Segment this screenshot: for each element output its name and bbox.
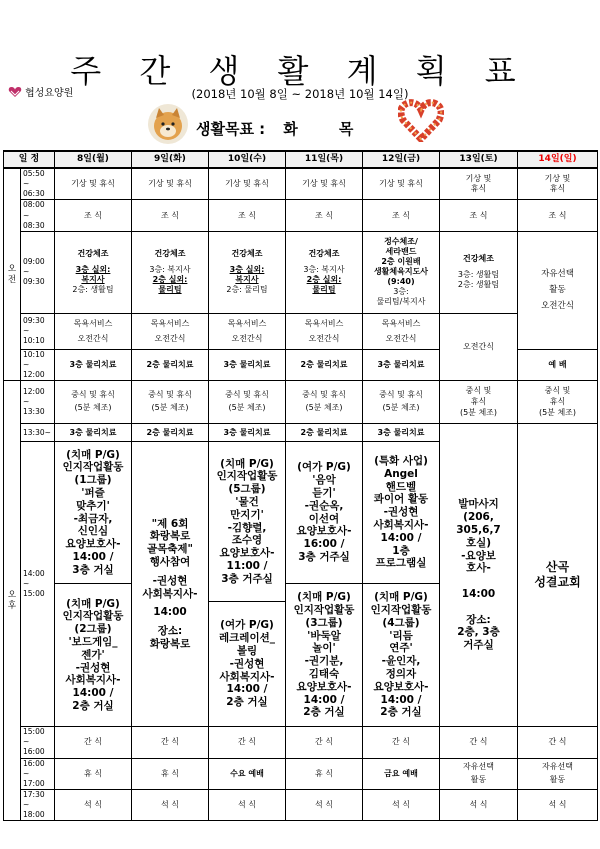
schedule-cell: 조 식: [286, 200, 363, 231]
schedule-cell: 3층 물리치료: [55, 424, 132, 442]
schedule-cell: 간 식: [518, 727, 598, 758]
schedule-cell: 간 식: [286, 727, 363, 758]
table-row: [4, 231, 598, 313]
schedule-cell: 목욕서비스 오전간식: [209, 313, 286, 349]
day-header: 10일(수): [209, 151, 286, 168]
schedule-cell: 간 식: [209, 727, 286, 758]
floor-line: 2층 실외:: [306, 275, 342, 285]
exercise-label: 건강체조: [77, 249, 109, 259]
schedule-cell: 기상 및 휴식: [209, 168, 286, 200]
schedule-cell: 중식 및 휴식 (5분 체조): [440, 381, 518, 424]
floor-line: 2층 이원배 생활체육지도사 (9:40): [373, 257, 429, 287]
program-block: (치매 P/G) 인지작업활동 (3그룹) '바둑알 놀이' -권기분, 김태숙 요양보호사- 14:00 / 2층 거실: [293, 591, 355, 719]
schedule-cell: 조 식: [209, 200, 286, 231]
schedule-cell: 석 식: [363, 789, 440, 820]
table-row: [4, 313, 598, 349]
schedule-cell: 예 배: [518, 349, 598, 380]
schedule-cell: 기상 및 휴식: [55, 168, 132, 200]
schedule-cell: 휴 식: [132, 758, 209, 789]
program-block: (치매 P/G) 인지작업활동 (1그룹) '퍼즐 맞추기' -최금자, 신인심 요양보호사- 14:00 / 3층 거실: [55, 442, 131, 584]
schedule-cell: 석 식: [286, 789, 363, 820]
schedule-cell: [363, 442, 440, 727]
time-cell: 09:30 ~ 10:10: [21, 313, 55, 349]
schedule-cell: 자유선택 활동: [440, 758, 518, 789]
org-name: 협성요양원: [25, 88, 74, 99]
period: (2018년 10월 8일 ~ 2018년 10월 14일): [191, 87, 409, 101]
time-cell: 05:50 ~ 06:30: [21, 168, 55, 200]
schedule-cell: 금요 예배: [363, 758, 440, 789]
schedule-cell: [363, 231, 440, 313]
table-row: [4, 758, 598, 789]
schedule-cell: 중식 및 휴식 (5분 체조): [518, 381, 598, 424]
schedule-cell: 석 식: [132, 789, 209, 820]
schedule-cell: 석 식: [209, 789, 286, 820]
floor-line: 2층: 물리팀: [226, 285, 268, 295]
schedule-cell: 목욕서비스 오전간식: [55, 313, 132, 349]
header-row: [4, 151, 598, 168]
schedule-cell: 기상 및 휴식: [132, 168, 209, 200]
schedule-cell: 조 식: [132, 200, 209, 231]
program-block: (여가 P/G) '음악 듣기' -권순옥, 이선여 요양보호사- 16:00 / 3층 거주실: [286, 442, 362, 584]
table-row: [4, 200, 598, 231]
table-row: [4, 789, 598, 820]
schedule-cell: 중식 및 휴식 (5분 체조): [363, 381, 440, 424]
schedule-cell: 목욕서비스 오전간식: [132, 313, 209, 349]
dog-icon: [148, 104, 188, 144]
schedule-cell: 2층 물리치료: [286, 349, 363, 380]
time-cell: 15:00 ~ 16:00: [21, 727, 55, 758]
program-block: (특화 사업) Angel 핸드벨 콰이어 활동 -권성현 사회복지사- 14:00 / 1층 프로그램실: [363, 442, 439, 584]
floor-line: 3층: 물리팀/복지사: [376, 287, 426, 307]
schedule-cell: 중식 및 휴식 (5분 체조): [132, 381, 209, 424]
schedule-cell: 조 식: [440, 200, 518, 231]
day-header-sunday: 14일(일): [518, 151, 598, 168]
program-block: (치매 P/G) 인지작업활동 (2그룹) '보드게임_ 젠가' -권성현 사회복지사- 14:00 / 2층 거실: [62, 597, 124, 712]
goal-label: 생활목표 :: [196, 120, 266, 138]
schedule-cell-foot-massage: 발마사지 (206, 305,6,7 호실) -요양보 호사- 14:00 장소: 2층, 3층 거주실: [440, 424, 518, 727]
floor-line: 2층: 생활팀: [72, 285, 114, 295]
floor-line: 3층: 복지사: [149, 265, 191, 275]
schedule-cell: 휴 식: [55, 758, 132, 789]
life-goal: [196, 118, 371, 139]
schedule-cell: 수요 예배: [209, 758, 286, 789]
schedule-cell: 조 식: [55, 200, 132, 231]
schedule-cell: 간 식: [440, 727, 518, 758]
floor-line: 복지사: [235, 275, 259, 285]
floor-line: 3층 실외:: [75, 265, 111, 275]
schedule-cell: 기상 및 휴식: [363, 168, 440, 200]
program-block: (여가 P/G) 레크레이션_ 볼링 -권성현 사회복지사- 14:00 / 2층 거실: [219, 619, 275, 709]
weekly-schedule-table: [3, 150, 598, 821]
time-cell: 14:00 ~ 15:00: [21, 442, 55, 727]
day-header: 9일(화): [132, 151, 209, 168]
am-label: 오 전: [4, 168, 21, 381]
schedule-cell: 2층 물리치료: [286, 424, 363, 442]
schedule-cell: 자유선택 활동 오전간식: [518, 231, 598, 349]
exercise-label: 건강체조: [463, 254, 494, 264]
heart-wreath-icon: [398, 98, 444, 142]
schedule-cell: 목욕서비스 오전간식: [363, 313, 440, 349]
schedule-cell: 석 식: [440, 789, 518, 820]
schedule-cell: 3층 물리치료: [363, 424, 440, 442]
time-cell: 13:30~: [21, 424, 55, 442]
page-title: 주 간 생 활 계 획 표: [70, 52, 530, 90]
floor-line: 물리팀: [158, 285, 182, 295]
schedule-cell: [55, 442, 132, 727]
schedule-cell: 중식 및 휴식 (5분 체조): [286, 381, 363, 424]
schedule-cell: [286, 231, 363, 313]
schedule-cell: 2층 물리치료: [132, 349, 209, 380]
floor-line: 복지사: [81, 275, 105, 285]
schedule-cell: 조 식: [363, 200, 440, 231]
schedule-cell: 3층 물리치료: [363, 349, 440, 380]
schedule-cell: 자유선택 활동: [518, 758, 598, 789]
schedule-cell: 3층 물리치료: [209, 424, 286, 442]
exercise-label: 정수체조/ 세라밴드: [384, 237, 418, 257]
schedule-cell: [440, 231, 518, 313]
schedule-cell: [286, 442, 363, 727]
schedule-cell: 휴 식: [286, 758, 363, 789]
day-header: 11일(목): [286, 151, 363, 168]
table-row: [4, 168, 598, 200]
schedule-cell: 3층 물리치료: [55, 349, 132, 380]
schedule-cell: [209, 442, 286, 727]
exercise-label: 건강체조: [308, 249, 340, 259]
schedule-cell: 중식 및 휴식 (5분 체조): [209, 381, 286, 424]
program-place: 장소: 화랑복로: [149, 625, 191, 650]
time-cell: 10:10 ~ 12:00: [21, 349, 55, 380]
table-row: [4, 424, 598, 442]
schedule-cell: 석 식: [518, 789, 598, 820]
schedule-cell: 오전간식: [440, 313, 518, 380]
program-block: (치매 P/G) 인지작업활동 (4그룹) '리듬 연주' -윤인자, 정의자 요양보호사- 14:00 / 2층 거실: [370, 591, 432, 719]
pm-label: 오 후: [4, 381, 21, 821]
schedule-cell: 기상 및 휴식: [518, 168, 598, 200]
time-cell: 08:00 ~ 08:30: [21, 200, 55, 231]
table-row: [4, 381, 598, 424]
schedule-cell: 목욕서비스 오전간식: [286, 313, 363, 349]
schedule-cell: [132, 442, 209, 727]
schedule-cell: 기상 및 휴식: [286, 168, 363, 200]
schedule-cell: 2층 물리치료: [132, 424, 209, 442]
program-time: 14:00: [153, 606, 187, 619]
day-header: 8일(월): [55, 151, 132, 168]
time-cell: 09:00 ~ 09:30: [21, 231, 55, 313]
schedule-cell-church: 산곡 성결교회: [518, 424, 598, 727]
time-cell: 12:00 ~ 13:30: [21, 381, 55, 424]
exercise-label: 건강체조: [154, 249, 186, 259]
program-block: (치매 P/G) 인지작업활동 (5그룹) '물건 만지기' -김향렬, 조수영 요양보호사- 11:00 / 3층 거주실: [209, 442, 285, 602]
schedule-cell: 석 식: [55, 789, 132, 820]
table-row: [4, 727, 598, 758]
floor-line: 2층 실외:: [152, 275, 188, 285]
time-cell: 16:00 ~ 17:00: [21, 758, 55, 789]
schedule-cell: 중식 및 휴식 (5분 체조): [55, 381, 132, 424]
dog-picture: [148, 104, 188, 144]
exercise-label: 건강체조: [231, 249, 263, 259]
floor-line: 3층 실외:: [229, 265, 265, 275]
program-who: -권성현 사회복지사-: [142, 574, 198, 600]
floor-line: 물리팀: [312, 285, 336, 295]
schedule-cell: 3층 물리치료: [209, 349, 286, 380]
schedule-cell: 간 식: [55, 727, 132, 758]
schedule-cell: 간 식: [132, 727, 209, 758]
floor-line: 3층: 복지사: [303, 265, 345, 275]
schedule-cell: 기상 및 휴식: [440, 168, 518, 200]
schedule-cell: [209, 231, 286, 313]
schedule-cell: 간 식: [363, 727, 440, 758]
floor-line: 3층: 생활팀 2층: 생활팀: [457, 270, 500, 290]
schedule-cell: [132, 231, 209, 313]
day-header: 12일(금): [363, 151, 440, 168]
program-block: "제 6회 화랑복로 골목축제" 행사참여: [146, 517, 194, 568]
time-cell: 17:30 ~ 18:00: [21, 789, 55, 820]
schedule-header: 일 정: [4, 151, 55, 168]
schedule-cell: [55, 231, 132, 313]
schedule-cell: 조 식: [518, 200, 598, 231]
day-header: 13일(토): [440, 151, 518, 168]
goal-value: 화 목: [283, 120, 372, 138]
